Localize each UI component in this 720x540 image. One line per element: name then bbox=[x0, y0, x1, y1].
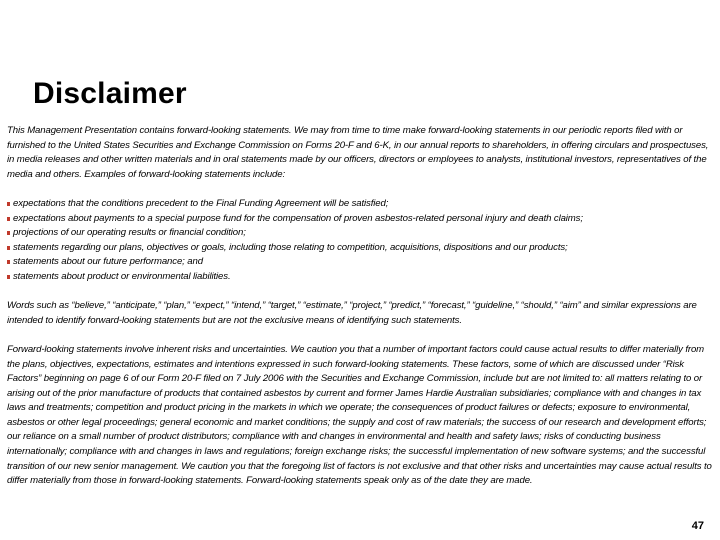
list-item-text: expectations about payments to a special purpose fund for the compensation of proven asbestos-related personal injury and death claims; bbox=[13, 212, 583, 224]
list-item bbox=[7, 226, 713, 241]
risks-paragraph: Forward-looking statements involve inherent risks and uncertainties. We caution you that a number of important factors could cause actual results to differ materially from the plans, objectives, expectations, estimates and intentions expressed in such forward-looking statements. These factors, some of which are discussed under “Risk Factors” beginning on page 6 of our Form 20-F filed on 7 July 2006 with the Securities and Exchange Commission, include but are not limited to: all matters relating to or arising out of the prior manufacture of products that contained asbestos by current and former James Hardie Australian subsidiaries; compliance with and changes in tax laws and treatments; competition and product pricing in the markets in which we operate; the consequences of product failures or defects; exposure to environmental, asbestos or other legal proceedings; general economic and market conditions; the supply and cost of raw materials; the success of our research and development efforts; our reliance on a small number of product distributors; compliance with and changes in environmental and health and safety laws; risks of conducting business internationally; compliance with and changes in laws and regulations; foreign exchange risks; the successful implementation of new software systems; and the successful transition of our new senior management. We caution you that the foregoing list of factors is not exclusive and that other risks and uncertainties may cause actual results to differ materially from those in forward-looking statements. Forward-looking statements speak only as of the date they are made. bbox=[7, 343, 712, 487]
square-bullet-icon bbox=[7, 231, 10, 235]
list-item-text: statements about our future performance; and bbox=[13, 256, 203, 268]
examples-list bbox=[7, 197, 713, 285]
page-number: 47 bbox=[691, 520, 704, 532]
list-item-text: projections of our operating results or financial condition; bbox=[13, 227, 246, 239]
list-item-text: expectations that the conditions precedent to the Final Funding Agreement will be satisfied; bbox=[13, 197, 389, 209]
square-bullet-icon bbox=[7, 202, 10, 206]
paragraph-spacer bbox=[7, 328, 713, 343]
square-bullet-icon bbox=[7, 275, 10, 279]
list-item-text: statements regarding our plans, objectives or goals, including those relating to competition, acquisitions, dispositions and our products; bbox=[13, 241, 568, 253]
list-item-text: statements about product or environmental liabilities. bbox=[13, 270, 231, 282]
words-paragraph: Words such as “believe,” “anticipate,” “plan,” “expect,” “intend,” “target,” “estimate,” “project,” “predict,” “forecast,” “guideline,” “should,” “aim” and similar expressions are intended to identify forward-looking statements but are not the exclusive means of identifying such statements. bbox=[7, 300, 697, 326]
square-bullet-icon bbox=[7, 246, 10, 250]
square-bullet-icon bbox=[7, 260, 10, 264]
square-bullet-icon bbox=[7, 217, 10, 221]
disclaimer-body bbox=[7, 124, 713, 489]
list-item bbox=[7, 212, 713, 227]
list-item bbox=[7, 197, 713, 212]
intro-paragraph: This Management Presentation contains forward-looking statements. We may from time to time make forward-looking statements in our periodic reports filed with or furnished to the United States Securities and Exchange Commission on Forms 20-F and 6-K, in our annual reports to shareholders, in offering circulars and prospectuses, in media releases and other written materials and in oral statements made by our officers, directors or employees to analysts, institutional investors, representatives of the media and others. Examples of forward-looking statements include: bbox=[7, 125, 709, 180]
paragraph-spacer bbox=[7, 182, 713, 197]
list-item bbox=[7, 270, 713, 285]
paragraph-spacer bbox=[7, 285, 713, 300]
list-item bbox=[7, 241, 713, 256]
page-title: Disclaimer bbox=[33, 77, 187, 110]
list-item bbox=[7, 255, 713, 270]
